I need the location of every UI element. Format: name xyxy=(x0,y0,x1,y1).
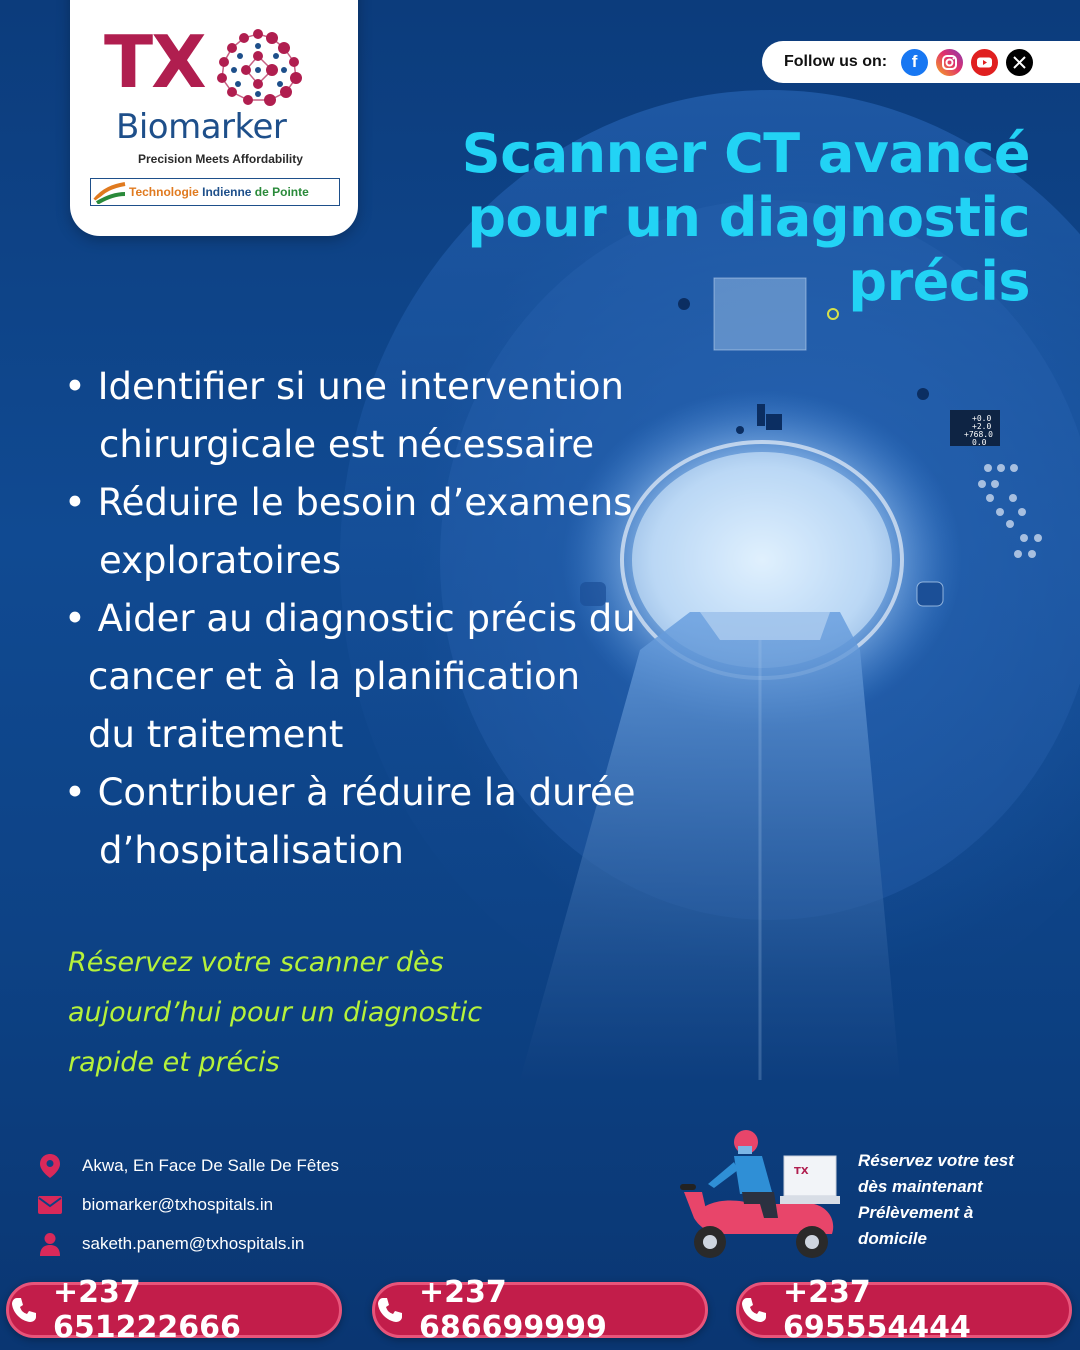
phone-icon xyxy=(739,1295,769,1325)
molecule-logo-icon xyxy=(212,26,304,108)
india-flag-swoosh-icon xyxy=(93,180,127,204)
secondary-email-text[interactable]: saketh.panem@txhospitals.in xyxy=(82,1233,305,1253)
home-collection-text xyxy=(858,1148,1058,1252)
contact-info xyxy=(36,1146,339,1263)
badge-text-part2: Indienne xyxy=(202,185,255,199)
facebook-icon[interactable]: f xyxy=(901,49,928,76)
phone-icon xyxy=(375,1295,405,1325)
benefit-line: • Contribuer à réduire la durée xyxy=(64,771,636,814)
benefit-item xyxy=(64,764,684,880)
address-row xyxy=(36,1146,339,1185)
phone-icon xyxy=(9,1295,39,1325)
technology-badge xyxy=(90,178,340,206)
benefit-line: • Identifier si une intervention xyxy=(64,365,624,408)
instagram-icon[interactable] xyxy=(936,49,963,76)
phone-number: +237 695554444 xyxy=(783,1275,971,1345)
social-follow-bar xyxy=(762,41,1080,83)
benefit-line: exploratoires xyxy=(99,539,342,582)
phone-button-1[interactable] xyxy=(6,1275,342,1345)
benefit-line: chirurgicale est nécessaire xyxy=(99,423,595,466)
benefit-item xyxy=(64,358,684,474)
scanner-readout-1: +0.0 xyxy=(972,414,992,423)
scanner-readout-4: 0.0 xyxy=(972,438,987,447)
x-icon[interactable] xyxy=(1006,49,1033,76)
home-line-3: Prélèvement à xyxy=(858,1203,974,1222)
home-line-2: dès maintenant xyxy=(858,1177,983,1196)
benefit-line: du traitement xyxy=(88,713,344,756)
address-text: Akwa, En Face De Salle De Fêtes xyxy=(82,1155,340,1175)
youtube-icon[interactable] xyxy=(971,49,998,76)
phone-number: +237 686699999 xyxy=(419,1275,607,1345)
cta-line-2: aujourd’hui pour un diagnostic xyxy=(68,997,483,1028)
badge-text-part1: Technologie xyxy=(129,185,203,199)
envelope-icon xyxy=(36,1191,64,1219)
home-line-4: domicile xyxy=(858,1229,927,1248)
booking-cta xyxy=(68,938,588,1088)
box-logo-text: TX xyxy=(794,1166,809,1177)
scanner-readout-3: +768.0 xyxy=(964,430,993,439)
headline-line-1: Scanner CT avancé xyxy=(461,122,1030,185)
logo-card xyxy=(70,0,358,236)
scanner-readout-2: +2.0 xyxy=(972,422,992,431)
user-icon xyxy=(36,1230,64,1258)
email-row[interactable] xyxy=(36,1185,339,1224)
logo-tx-text: TX xyxy=(104,20,205,104)
logo-tagline: Precision Meets Affordability xyxy=(138,152,303,166)
location-pin-icon xyxy=(36,1152,64,1180)
benefit-item xyxy=(64,474,684,590)
cta-line-1: Réservez votre scanner dès xyxy=(68,947,444,978)
logo-name: Biomarker xyxy=(116,107,287,147)
benefit-line: • Aider au diagnostic précis du xyxy=(64,597,636,640)
badge-text-part3: de Pointe xyxy=(254,185,309,199)
cta-line-3: rapide et précis xyxy=(68,1047,280,1078)
phone-button-3[interactable] xyxy=(736,1275,1072,1345)
phone-number: +237 651222666 xyxy=(53,1275,241,1345)
headline-line-2: pour un diagnostic xyxy=(467,186,1030,249)
benefit-item xyxy=(64,590,684,764)
benefit-line: d’hospitalisation xyxy=(99,829,404,872)
benefit-line: cancer et à la planification xyxy=(88,655,581,698)
headline-line-3: précis xyxy=(848,250,1030,313)
email-text[interactable]: biomarker@txhospitals.in xyxy=(82,1194,274,1214)
follow-label: Follow us on: xyxy=(784,53,888,70)
contact-person-row[interactable] xyxy=(36,1224,339,1263)
home-delivery-scooter-icon xyxy=(664,1122,848,1262)
phone-button-2[interactable] xyxy=(372,1275,708,1345)
headline xyxy=(410,122,1030,314)
benefit-line: • Réduire le besoin d’examens xyxy=(64,481,633,524)
home-line-1: Réservez votre test xyxy=(858,1151,1014,1170)
benefits-list xyxy=(64,358,684,880)
